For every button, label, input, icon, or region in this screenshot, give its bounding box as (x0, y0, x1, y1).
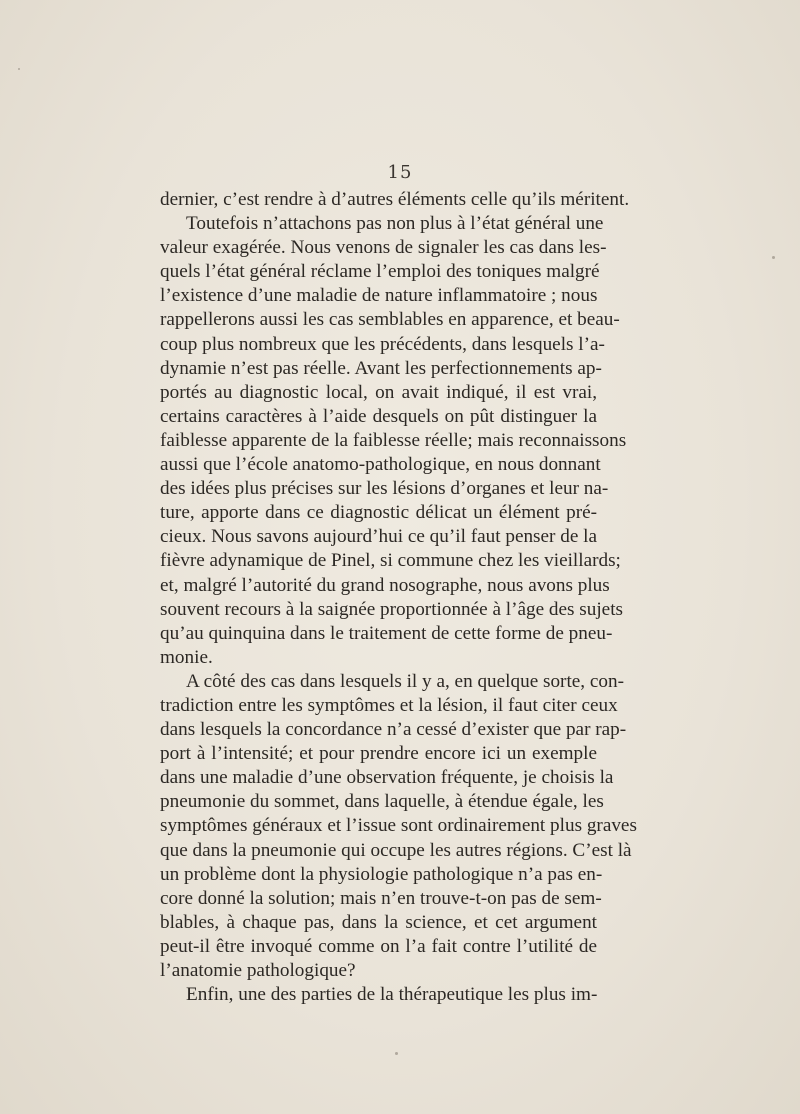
text-line: l’existence d’une maladie de nature inflammatoire ; nous (160, 285, 598, 307)
text-line: l’anatomie pathologique? (160, 960, 356, 981)
text-line: port à l’intensité; et pour prendre encore ici un exemple (160, 743, 597, 765)
text-line: peut-il être invoqué comme on l’a fait contre l’utilité de (160, 935, 597, 957)
text-line: monie. (160, 646, 213, 668)
text-line: tradiction entre les symptômes et la lésion, il faut citer ceux (160, 694, 618, 716)
paper-speck (395, 1052, 398, 1055)
text-line: ture, apporte dans ce diagnostic délicat un élément pré- (160, 502, 597, 524)
text-line: core donné la solution; mais n’en trouve-t-on pas de sem- (160, 887, 602, 909)
text-line: qu’au quinquina dans le traitement de cette forme de pneu- (160, 622, 613, 644)
text-line: coup plus nombreux que les précédents, dans lesquels l’a- (160, 333, 605, 355)
page-number: 15 (387, 162, 413, 183)
text-line: dans lesquels la concordance n’a cessé d’exister que par rap- (160, 719, 627, 741)
text-line: que dans la pneumonie qui occupe les autres régions. C’est là (160, 839, 632, 861)
text-line: valeur exagérée. Nous venons de signaler les cas dans les- (160, 237, 607, 259)
text-line: certains caractères à l’aide desquels on pût distinguer la (160, 405, 597, 427)
text-line: cieux. Nous savons aujourd’hui ce qu’il faut penser de la (160, 526, 597, 548)
text-line: faiblesse apparente de la faiblesse réelle; mais reconnaissons (160, 429, 627, 451)
text-line: rappellerons aussi les cas semblables en apparence, et beau- (160, 309, 620, 331)
text-line: souvent recours à la saignée proportionnée à l’âge des sujets (160, 598, 624, 620)
text-line: blables, à chaque pas, dans la science, et cet argument (160, 911, 597, 933)
text-line: A côté des cas dans lesquels il y a, en quelque sorte, con- (186, 670, 624, 692)
paper-speck (772, 256, 775, 259)
text-line: pneumonie du sommet, dans laquelle, à étendue égale, les (160, 791, 604, 813)
text-line: dans une maladie d’une observation fréquente, je choisis la (160, 767, 614, 789)
text-line: symptômes généraux et l’issue sont ordinairement plus graves (160, 815, 637, 837)
text-line: aussi que l’école anatomo-pathologique, en nous donnant (160, 454, 601, 476)
text-line: portés au diagnostic local, on avait indiqué, il est vrai, (160, 381, 597, 403)
text-line: dynamie n’est pas réelle. Avant les perfectionnements ap- (160, 357, 602, 379)
text-line: Enfin, une des parties de la thérapeutique les plus im- (186, 984, 598, 1006)
text-line: dernier, c’est rendre à d’autres éléments celle qu’ils méritent. (160, 189, 630, 210)
text-line: et, malgré l’autorité du grand nosographe, nous avons plus (160, 574, 610, 596)
text-line: quels l’état général réclame l’emploi des toniques malgré (160, 261, 600, 283)
text-line: fièvre adynamique de Pinel, si commune chez les vieillards; (160, 550, 621, 572)
text-line: Toutefois n’attachons pas non plus à l’état général une (186, 213, 604, 235)
text-line: un problème dont la physiologie pathologique n’a pas en- (160, 863, 603, 885)
text-line: des idées plus précises sur les lésions d’organes et leur na- (160, 478, 609, 500)
body-text (160, 188, 637, 1007)
paper-speck (18, 68, 20, 70)
